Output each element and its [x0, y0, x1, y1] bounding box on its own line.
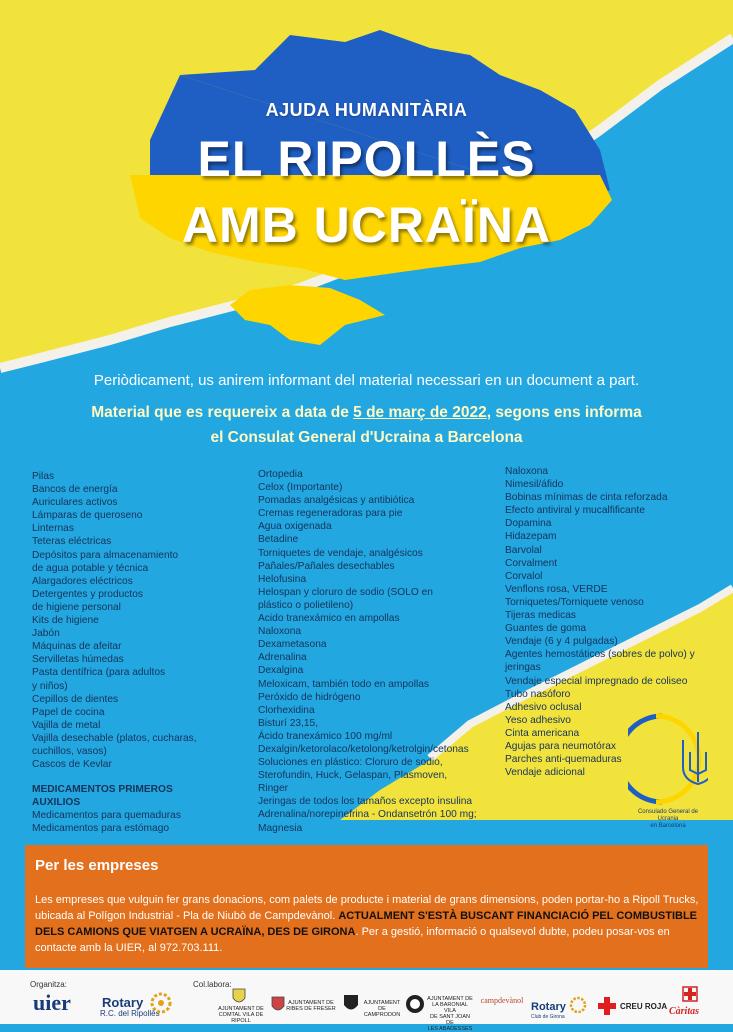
list-item: Papel de cocina	[32, 706, 105, 718]
list-item: Vendaje especial impregnado de coliseo	[505, 675, 688, 687]
list-item: Guantes de goma	[505, 623, 586, 635]
companies-heading: Per les empreses	[35, 857, 159, 874]
list-item: Vajilla desechable (platos, cucharas,	[32, 732, 197, 744]
ajuntament-camprodon-line-1: AJUNTAMENT DE	[363, 1000, 401, 1012]
red-cross-icon	[597, 996, 617, 1016]
list-item: Torniquetes/Torniquete venoso	[505, 596, 644, 608]
list-item: Dopamina	[505, 518, 552, 530]
list-item: Helospan y cloruro de sodio (SOLO en	[258, 586, 433, 598]
intro-text: Periòdicament, us anirem informant del material necessari en un document a part.	[93, 372, 640, 389]
creu-roja-logo: CREU ROJA	[620, 1002, 668, 1011]
companies-body-part-1: Les empreses que vulguin fer grans donacions, com palets de producte i material de grans dimensions, poden portar-ho a Ripoll Trucks, ubicada al Polígon Industrial - Pla de Niubò de Campdevànol.	[35, 894, 699, 922]
list-item: Ortopedia	[258, 469, 303, 480]
list-item: Ácido tranexámico 100 mg/ml	[258, 730, 393, 742]
materials-column-1	[32, 470, 212, 836]
ribes-crest-icon	[271, 996, 285, 1014]
list-item: Dexalgin/ketorolaco/ketolong/ketrolgin/cetonas	[258, 743, 469, 755]
list-item: Cascos de Kevlar	[32, 759, 112, 771]
list-item: Agujas para neumotórax	[505, 740, 616, 752]
consulate-caption-line-2: en Barcelona	[650, 823, 686, 829]
list-item: Parches anti-quemaduras	[505, 754, 622, 766]
list-item: Agua oxigenada	[258, 521, 332, 533]
rotary-girona-logo: Rotary	[531, 1001, 566, 1013]
list-item: Servilletas húmedas	[32, 654, 124, 666]
list-item: Soluciones en plástico: Cloruro de sodio,	[258, 757, 443, 769]
requirement-after: , segons ens informa	[486, 404, 642, 421]
campdevanol-logo: campdevànol	[480, 996, 524, 1005]
column-1-list	[32, 470, 212, 771]
ajuntament-sant-joan	[426, 996, 474, 1032]
list-item: Jeringas de todos los tamaños excepto insulina	[258, 796, 473, 808]
list-item: Lámparas de queroseno	[32, 510, 143, 522]
consulate-caption	[628, 809, 708, 830]
list-item: y niños)	[32, 680, 68, 692]
list-item: Medicamentos para quemaduras	[32, 810, 181, 822]
rotary-logo: Rotary	[102, 995, 144, 1010]
companies-body-highlight: ACTUALMENT S'ESTÀ BUSCANT FINANCIACIÓ PEL COMBUSTIBLE DELS CAMIONS QUE VIATGEN A UCRAÏNA, DES DE GIRONA	[35, 910, 697, 938]
list-item: Helofusina	[258, 573, 307, 585]
list-item: de higiene personal	[32, 601, 121, 613]
requirement-text	[0, 400, 733, 450]
list-item: Betadine	[258, 534, 299, 546]
colabora-label: Col.labora:	[193, 980, 232, 989]
list-item: Magnesia	[258, 822, 303, 834]
list-item: Acido tranexámico en ampollas	[258, 613, 400, 625]
list-item: Barvolal	[505, 544, 542, 556]
requirement-line-2: el Consulat General d'Ucraina a Barcelona	[210, 429, 523, 446]
list-item: Dexalgina	[258, 665, 304, 677]
list-item: Alargadores eléctricos	[32, 575, 133, 587]
list-item: Tubo nasóforo	[505, 688, 571, 700]
trident-emblem-icon	[628, 712, 708, 808]
caritas-cross-icon	[681, 985, 699, 1003]
list-item: Torniquetes de vendaje, analgésicos	[258, 547, 423, 559]
list-item: Kits de higiene	[32, 615, 99, 627]
list-item: Yeso adhesivo	[505, 714, 571, 726]
companies-body	[35, 892, 700, 956]
list-item: Meloxicam, también todo en ampollas	[258, 678, 430, 690]
first-aid-list	[32, 809, 212, 835]
ajuntament-sant-joan-line-2: LA BARONIAL VILA	[432, 1002, 468, 1014]
list-item: Tijeras medicas	[505, 610, 576, 622]
rotary-girona-subtitle: Club de Girona	[531, 1014, 565, 1020]
list-item: Venflons rosa, VERDE	[505, 583, 608, 595]
ajuntament-sant-joan-line-3: DE SANT JOAN DE	[430, 1014, 470, 1026]
ajuntament-ribes	[285, 1000, 337, 1012]
ajuntament-ripoll	[210, 1006, 272, 1024]
column-2-list	[258, 468, 478, 835]
rotary-wheel-icon	[150, 992, 172, 1014]
list-item: Corvalol	[505, 570, 543, 582]
list-item: Adrenalina	[258, 652, 307, 664]
list-item: plástico o polietileno)	[258, 599, 354, 611]
list-item: Vajilla de metal	[32, 719, 101, 731]
header	[0, 0, 733, 360]
ripoll-crest-icon	[232, 988, 246, 1006]
list-item: Bancos de energía	[32, 484, 118, 496]
list-item: Hidazepam	[505, 531, 557, 543]
title-line-2: AMB UCRAÏNA	[181, 197, 552, 253]
list-item: Nimesil/áfido	[505, 479, 564, 491]
list-item: Adhesivo oclusal	[505, 701, 582, 713]
first-aid-heading: MEDICAMENTOS PRIMEROS AUXILIOS	[32, 784, 173, 809]
list-item: Adrenalina/norepinefrina - Ondansetrón 100 mg;	[258, 809, 477, 821]
list-item: Celox (Importante)	[258, 482, 343, 494]
title-line-1: EL RIPOLLÈS	[197, 131, 536, 187]
ajuntament-sant-joan-line-1: AJUNTAMENT DE	[427, 996, 473, 1002]
companies-body-part-2: . Per a gestió, informació o qualsevol dubte, podeu posar-vos en contacte amb la UIER, al 972.703.111.	[35, 926, 670, 954]
ajuntament-camprodon	[360, 1000, 404, 1018]
requirement-line-1	[0, 400, 733, 425]
ajuntament-sant-joan-line-4: LES ABADESSES	[427, 1026, 473, 1032]
list-item: Peróxido de hidrógeno	[258, 691, 361, 703]
rotary-girona-wheel-icon	[569, 996, 587, 1014]
subtitle: AJUDA HUMANITÀRIA	[265, 100, 468, 120]
caritas-logo: Càritas	[669, 1006, 700, 1017]
list-item: Cremas regeneradoras para pie	[258, 508, 403, 520]
list-item: Corvalment	[505, 557, 558, 569]
list-item: Bobinas mínimas de cinta reforzada	[505, 492, 668, 504]
list-item: Teteras eléctricas	[32, 536, 112, 548]
list-item: jeringas	[505, 662, 541, 674]
list-item: Medicamentos para estómago	[32, 823, 170, 835]
list-item: Pomadas analgésicas y antibiótica	[258, 495, 415, 507]
list-item: Pasta dentífrica (para adultos	[32, 667, 166, 679]
organitza-label: Organitza:	[30, 980, 67, 989]
list-item: Depósitos para almacenamiento	[32, 549, 179, 561]
footer	[0, 970, 733, 1032]
consulate-caption-line-1: Consulado General de Ucrania	[637, 809, 699, 822]
ajuntament-ripoll-line-2: COMTAL VILA DE RIPOLL	[218, 1012, 264, 1024]
list-item: Vendaje adicional	[505, 767, 585, 779]
list-item: Dexametasona	[258, 639, 327, 651]
list-item: Máquinas de afeitar	[32, 641, 122, 653]
ajuntament-camprodon-line-2: CAMPRODON	[363, 1012, 401, 1018]
list-item: Efecto antiviral y mucalfificante	[505, 505, 645, 517]
list-item: cuchillos, vasos)	[32, 745, 107, 757]
list-item: Clorhexidina	[258, 704, 315, 716]
list-item: Naloxona	[258, 626, 302, 638]
list-item: Pilas	[32, 471, 55, 482]
list-item: Pañales/Pañales desechables	[258, 560, 395, 572]
ajuntament-ribes-line-1: AJUNTAMENT DE	[288, 1000, 334, 1006]
rotary-subtitle: R.C. del Ripollès	[100, 1009, 160, 1018]
list-item: Jabón	[32, 628, 60, 640]
list-item: Vendaje (6 y 4 pulgadas)	[505, 636, 618, 648]
list-item: Sterofundin, Huck, Gelaspan, Plasmoven, Ringer	[258, 770, 448, 795]
list-item: Linternas	[32, 523, 74, 535]
requirement-before: Material que es requereix a data de	[91, 404, 354, 421]
list-item: Bisturí 23,15,	[258, 717, 319, 729]
ajuntament-ribes-line-2: RIBES DE FRESER	[286, 1006, 336, 1012]
companies-box	[25, 845, 708, 968]
uier-logo: uier	[33, 990, 71, 1015]
list-item: de agua potable y técnica	[32, 562, 149, 574]
camprodon-crest-icon	[343, 994, 359, 1014]
list-item: Naloxona	[505, 466, 549, 477]
list-item: Auriculares activos	[32, 497, 118, 509]
consulate-logo	[628, 712, 708, 832]
sant-joan-seal-icon	[405, 994, 425, 1014]
ajuntament-ripoll-line-1: AJUNTAMENT DE	[218, 1006, 264, 1012]
requirement-date: 5 de març de 2022	[353, 404, 487, 421]
list-item: Detergentes y productos	[32, 588, 143, 600]
list-item: Cinta americana	[505, 727, 580, 739]
materials-column-2	[258, 468, 478, 835]
list-item: Agentes hemostáticos (sobres de polvo) y	[505, 649, 695, 661]
list-item: Cepillos de dientes	[32, 693, 119, 705]
